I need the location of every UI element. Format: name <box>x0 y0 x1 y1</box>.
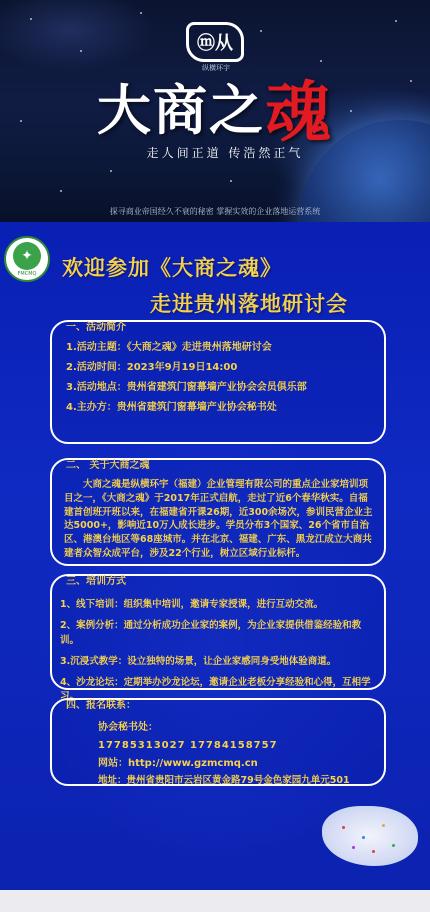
section-training-methods <box>50 574 386 703</box>
china-map-icon <box>322 806 418 866</box>
banner-tagline: 走人间正道 传浩然正气 <box>146 146 304 160</box>
contact-address: 地址：贵州省贵阳市云岩区黄金路79号金色家园九单元501 <box>98 775 350 786</box>
section-heading: 三、培训方式 <box>66 576 126 587</box>
banner-title-main: 大商之 <box>97 77 265 142</box>
association-logo-caption: FMCMQ <box>17 270 37 277</box>
brand-logo-icon <box>186 22 244 62</box>
list-item: 2.活动时间：2023年9月19日14:00 <box>66 362 238 373</box>
main-content <box>0 222 430 890</box>
headline-line-1: 欢迎参加《大商之魂》 <box>62 256 282 280</box>
section-heading: 一、活动简介 <box>66 322 126 333</box>
list-item: 4、沙龙论坛：定期举办沙龙论坛，邀请企业老板分享经验和心得，互相学习。 <box>60 677 371 703</box>
bottom-strip <box>0 890 430 912</box>
section-heading: 四、报名联系： <box>66 700 136 711</box>
association-logo-inner: ✦ <box>13 242 41 270</box>
brand-logo-caption: 纵横环宇 <box>202 64 230 72</box>
list-item: 2、案例分析：通过分析成功企业家的案例，为企业家提供借鉴经验和教训。 <box>60 620 362 646</box>
list-item: 3.活动地点：贵州省建筑门窗幕墙产业协会会员俱乐部 <box>66 382 307 393</box>
website-link[interactable]: 网站：http://www.gzmcmq.cn <box>98 758 258 769</box>
banner-title <box>0 66 430 151</box>
headline-line-2: 走进贵州落地研讨会 <box>150 292 348 316</box>
list-item: 4.主办方：贵州省建筑门窗幕墙产业协会秘书处 <box>66 402 277 413</box>
section-about <box>50 458 386 566</box>
list-item: 1.活动主题：《大商之魂》走进贵州落地研讨会 <box>66 342 272 353</box>
section-contact <box>50 698 386 786</box>
secretary-label: 协会秘书处： <box>98 722 158 733</box>
training-list <box>60 598 376 712</box>
activity-list <box>66 340 307 420</box>
section-activity-intro <box>50 320 386 444</box>
header-banner <box>0 0 430 222</box>
banner-footnote: 探寻商业帝国经久不衰的秘密 掌握实效的企业落地运营系统 <box>109 207 321 216</box>
about-paragraph: 大商之魂是纵横环宇（福建）企业管理有限公司的重点企业家培训项目之一，《大商之魂》于2017年正式启航，走过了近6个春华秋实。自福建首创班开班以来，在福建省开课26期，近300余场次，参训民营企业主达5000+，影响近10万人成长进步。学员分布3个国家、26个省市自治区、港澳台地区等68座城市。并在北京、福建、广东、黑龙江成立大商共建者众智众成平台，涉及22个行业，树立区域行业标杆。 <box>64 479 373 559</box>
contact-phones[interactable]: 17785313027 17784158757 <box>98 740 278 751</box>
banner-title-accent: 魂 <box>265 72 333 151</box>
list-item: 3.沉浸式教学：设立独特的场景，让企业家感同身受地体验商道。 <box>60 655 337 667</box>
list-item: 1、线下培训：组织集中培训，邀请专家授课，进行互动交流。 <box>60 599 324 610</box>
brand-logo-text: ⓜ从 <box>197 33 233 54</box>
section-heading: 二、 关于大商之魂 <box>66 460 150 471</box>
